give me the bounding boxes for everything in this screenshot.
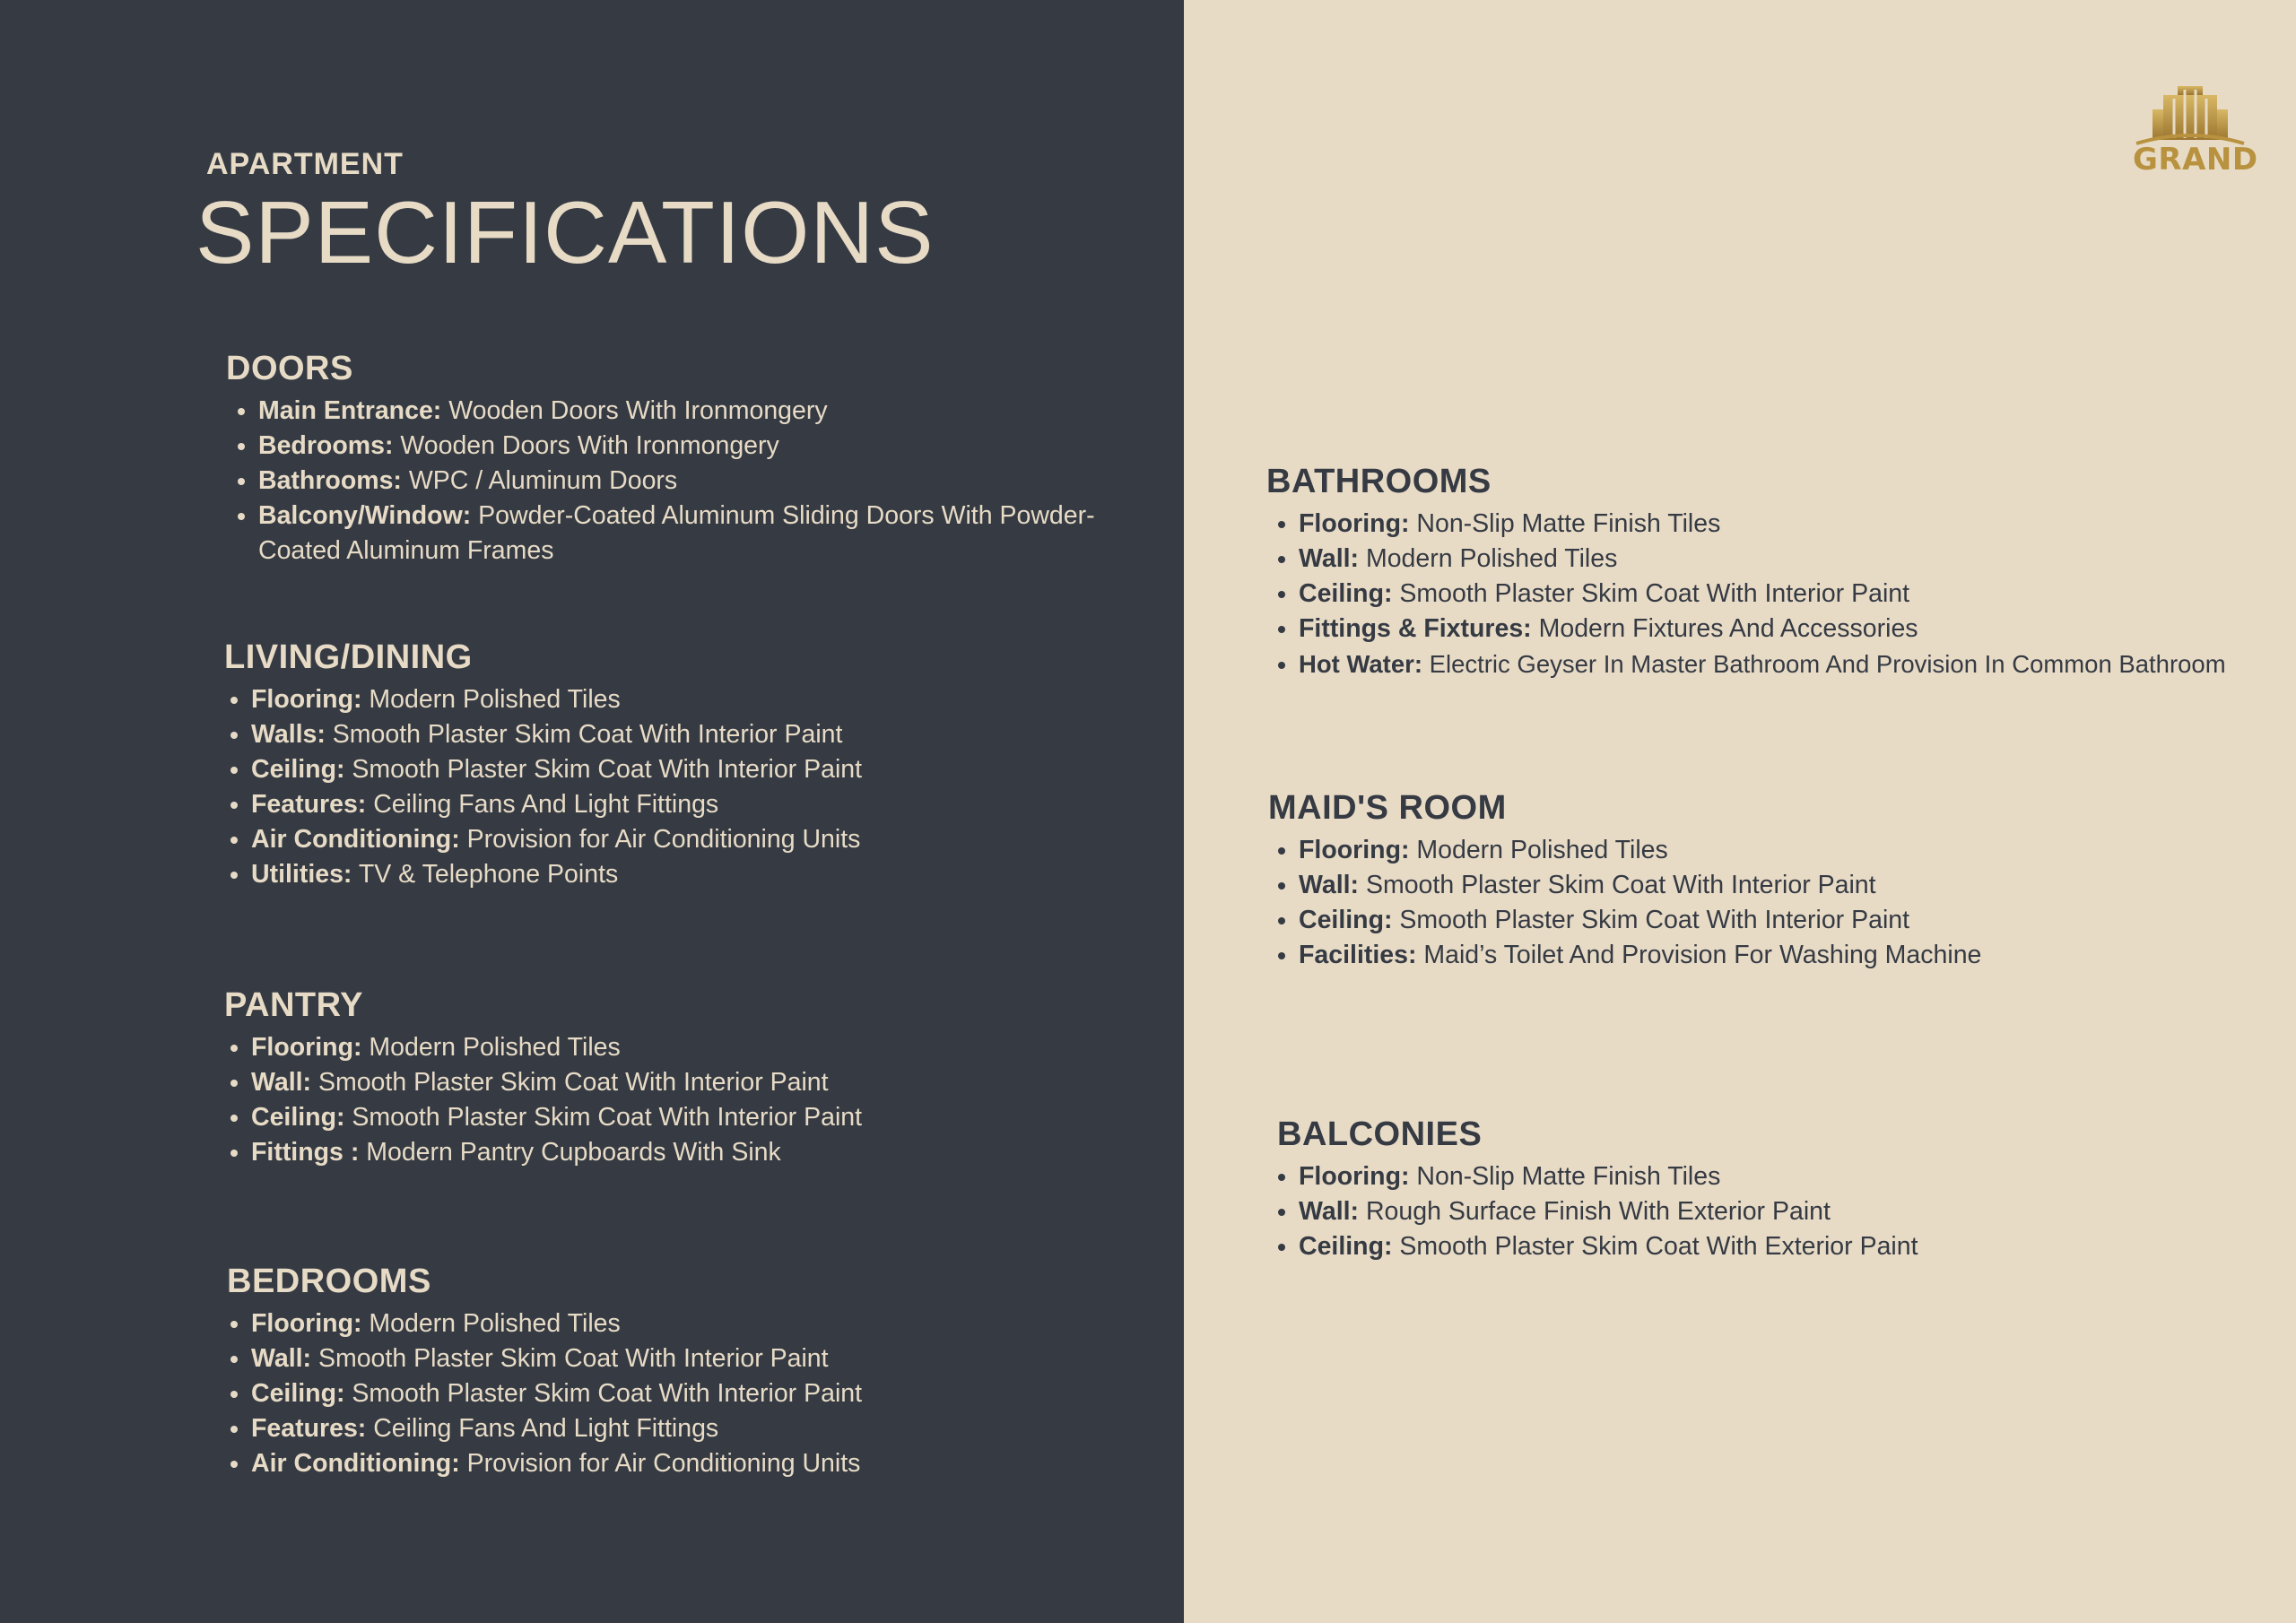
spec-list xyxy=(1268,833,2255,973)
list-item: • Wall: Rough Surface Finish With Exterior Paint xyxy=(1299,1194,2264,1229)
list-item: • Main Entrance: Wooden Doors With Ironmongery xyxy=(258,394,1123,429)
list-item: • Bathrooms: WPC / Aluminum Doors xyxy=(258,464,1123,499)
section-heading: PANTRY xyxy=(224,986,363,1024)
list-item: • Utilities: TV & Telephone Points xyxy=(251,857,1121,892)
list-item: • Air Conditioning: Provision for Air Conditioning Units xyxy=(251,1446,1124,1481)
list-item: • Features: Ceiling Fans And Light Fittings xyxy=(251,1411,1124,1446)
list-item: • Flooring: Modern Polished Tiles xyxy=(1299,833,2255,868)
list-item: • Ceiling: Smooth Plaster Skim Coat With Interior Paint xyxy=(1299,577,2289,612)
section-heading: BEDROOMS xyxy=(227,1263,431,1300)
section-heading: DOORS xyxy=(226,350,353,387)
spec-list xyxy=(1266,507,2289,681)
list-item: • Wall: Smooth Plaster Skim Coat With Interior Paint xyxy=(1299,868,2255,903)
list-item: • Ceiling: Smooth Plaster Skim Coat With Interior Paint xyxy=(251,1100,1121,1135)
list-item: • Flooring: Modern Polished Tiles xyxy=(251,682,1121,717)
list-item: • Features: Ceiling Fans And Light Fittings xyxy=(251,787,1121,822)
section-living-dining xyxy=(224,638,1121,892)
section-heading: MAID'S ROOM xyxy=(1268,789,1507,827)
list-item: • Facilities: Maid’s Toilet And Provision For Washing Machine xyxy=(1299,938,2255,973)
section-heading: LIVING/DINING xyxy=(224,638,473,676)
section-pantry xyxy=(224,986,1121,1170)
section-heading: BALCONIES xyxy=(1277,1115,1483,1153)
list-item: • Wall: Smooth Plaster Skim Coat With Interior Paint xyxy=(251,1065,1121,1100)
list-item: • Flooring: Non-Slip Matte Finish Tiles xyxy=(1299,1159,2264,1194)
section-balconies xyxy=(1277,1115,2264,1264)
list-item: • Flooring: Non-Slip Matte Finish Tiles xyxy=(1299,507,2289,542)
page-title: SPECIFICATIONS xyxy=(196,183,935,282)
list-item: • Wall: Smooth Plaster Skim Coat With Interior Paint xyxy=(251,1341,1124,1376)
spec-list xyxy=(224,1030,1121,1170)
spec-list xyxy=(227,1306,1124,1481)
building-logo-icon xyxy=(2133,82,2248,145)
spec-list xyxy=(226,394,1123,568)
page-kicker: APARTMENT xyxy=(206,147,404,181)
list-item: • Ceiling: Smooth Plaster Skim Coat With Interior Paint xyxy=(251,752,1121,787)
list-item: • Hot Water: Electric Geyser In Master Bathroom And Provision In Common Bathroom xyxy=(1299,647,2289,681)
list-item: • Ceiling: Smooth Plaster Skim Coat With Exterior Paint xyxy=(1299,1229,2264,1264)
spec-list xyxy=(224,682,1121,892)
list-item: • Flooring: Modern Polished Tiles xyxy=(251,1030,1121,1065)
list-item: • Ceiling: Smooth Plaster Skim Coat With Interior Paint xyxy=(1299,903,2255,938)
section-maids-room xyxy=(1268,789,2255,973)
list-item: • Ceiling: Smooth Plaster Skim Coat With Interior Paint xyxy=(251,1376,1124,1411)
list-item: • Walls: Smooth Plaster Skim Coat With Interior Paint xyxy=(251,717,1121,752)
spec-list xyxy=(1277,1159,2264,1264)
logo-wordmark: GRAND xyxy=(2133,142,2258,178)
list-item: • Fittings : Modern Pantry Cupboards With Sink xyxy=(251,1135,1121,1170)
list-item: • Wall: Modern Polished Tiles xyxy=(1299,542,2289,577)
list-item: • Flooring: Modern Polished Tiles xyxy=(251,1306,1124,1341)
section-bathrooms xyxy=(1266,463,2289,681)
section-bedrooms xyxy=(227,1263,1124,1481)
section-doors xyxy=(226,350,1123,568)
section-heading: BATHROOMS xyxy=(1266,463,1492,500)
list-item: • Bedrooms: Wooden Doors With Ironmongery xyxy=(258,429,1123,464)
list-item: • Balcony/Window: Powder-Coated Aluminum Sliding Doors With Powder-Coated Aluminum Frames xyxy=(258,499,1123,568)
brand-logo xyxy=(2133,82,2258,181)
list-item: • Air Conditioning: Provision for Air Conditioning Units xyxy=(251,822,1121,857)
list-item: • Fittings & Fixtures: Modern Fixtures And Accessories xyxy=(1299,612,2289,647)
